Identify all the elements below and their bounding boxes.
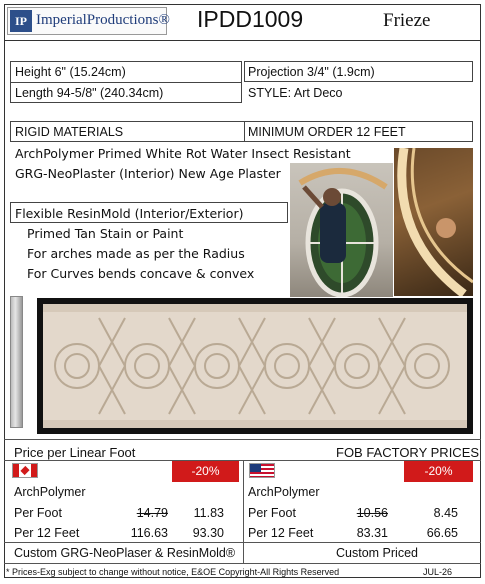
canada-per-12-label: Per 12 Feet [14, 526, 80, 540]
usa-per-foot-label: Per Foot [248, 506, 296, 520]
custom-priced-note: Custom Priced [336, 546, 418, 560]
canada-flag-icon [12, 463, 38, 478]
usa-flag-icon [249, 463, 275, 478]
flexible-item: For arches made as per the Radius [27, 246, 245, 261]
installation-photo-window [290, 163, 393, 297]
profile-side-view [10, 296, 23, 428]
fob-prices-title: FOB FACTORY PRICES [336, 445, 480, 460]
canada-material: ArchPolymer [14, 485, 86, 499]
price-per-foot-title: Price per Linear Foot [14, 445, 136, 460]
canada-per-foot-old-price: 14.79 [136, 506, 168, 520]
header-divider [4, 40, 481, 41]
product-code: IPDD1009 [197, 6, 304, 32]
usa-per-12-old-price: 83.31 [356, 526, 388, 540]
divider [10, 82, 242, 83]
divider [4, 542, 481, 543]
divider [244, 121, 245, 142]
usa-discount-badge: -20% [404, 461, 473, 482]
usa-per-12-new-price: 66.65 [426, 526, 458, 540]
archpolymer-description: ArchPolymer Primed White Rot Water Insect Resistant [15, 146, 351, 161]
projection-spec: Projection 3/4" (1.9cm) [248, 65, 375, 79]
usa-per-foot-new-price: 8.45 [433, 506, 458, 520]
canada-per-foot-new-price: 11.83 [193, 506, 224, 520]
usa-material: ArchPolymer [248, 485, 320, 499]
height-spec: Height 6" (15.24cm) [15, 65, 126, 79]
canada-per-12-new-price: 93.30 [192, 526, 224, 540]
installation-photo-curve [394, 148, 473, 296]
product-type: Frieze [383, 10, 431, 31]
frieze-product-image [37, 298, 473, 434]
grg-description: GRG-NeoPlaster (Interior) New Age Plaster [15, 166, 281, 181]
rigid-materials-label: RIGID MATERIALS [15, 125, 124, 139]
logo-text: ImperialProductions® [36, 12, 170, 28]
flexible-item: For Curves bends concave & convex [27, 266, 255, 281]
usa-per-foot-old-price: 10.56 [356, 506, 388, 520]
custom-materials-note: Custom GRG-NeoPlaser & ResinMold® [14, 546, 236, 560]
divider [4, 563, 481, 564]
flexible-title: Flexible ResinMold (Interior/Exterior) [15, 206, 244, 221]
divider [243, 460, 244, 563]
canada-per-foot-label: Per Foot [14, 506, 62, 520]
style-spec: STYLE: Art Deco [248, 86, 343, 100]
length-spec: Length 94-5/8" (240.34cm) [15, 86, 164, 100]
disclaimer: * Prices-Exg subject to change without notice, E&OE Copyright-All Rights Reserved [6, 567, 340, 577]
divider [4, 439, 481, 440]
logo-mark: IP [10, 10, 32, 32]
company-logo [7, 7, 170, 35]
date-code: JUL-26 [423, 567, 453, 577]
canada-discount-badge: -20% [172, 461, 239, 482]
usa-per-12-label: Per 12 Feet [248, 526, 314, 540]
minimum-order-label: MINIMUM ORDER 12 FEET [248, 125, 406, 139]
canada-per-12-old-price: 116.63 [130, 526, 168, 540]
flexible-item: Primed Tan Stain or Paint [27, 226, 184, 241]
